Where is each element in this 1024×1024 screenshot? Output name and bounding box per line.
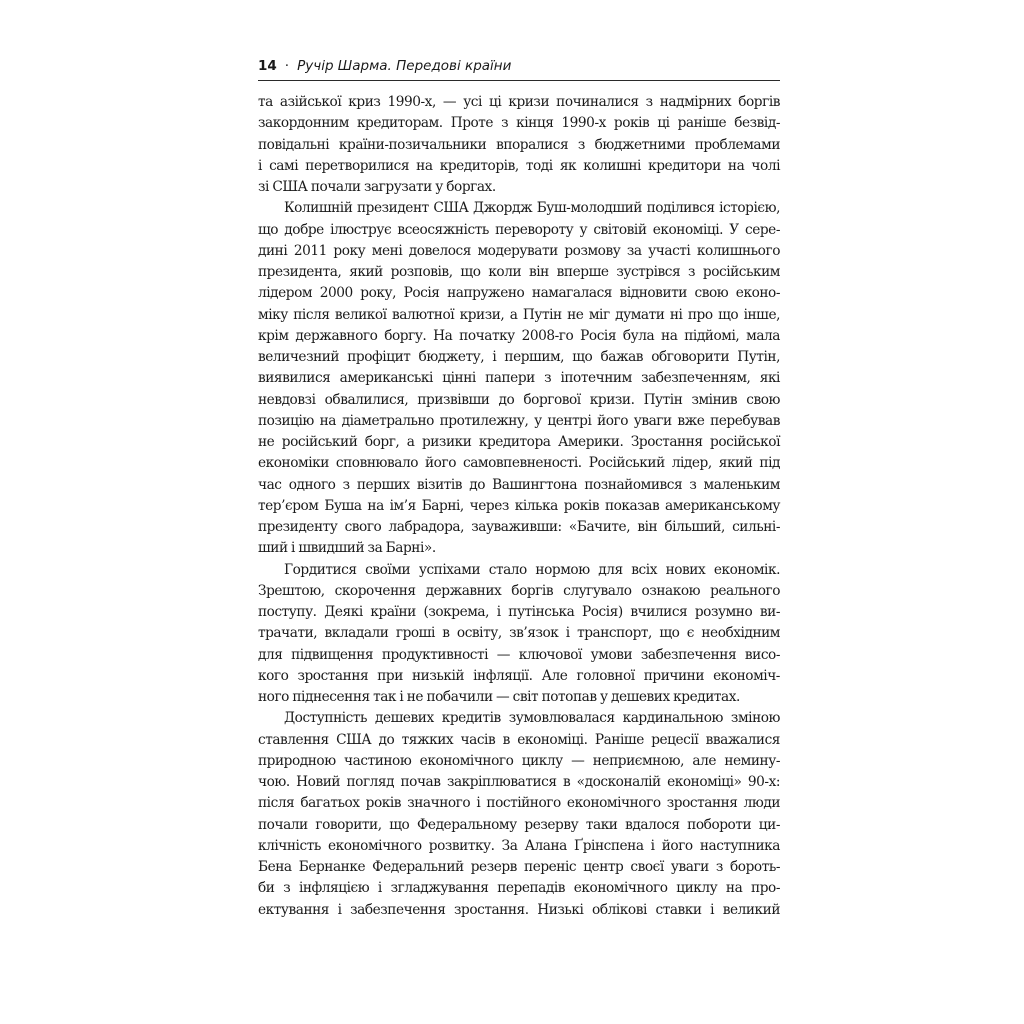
text-line: що добре ілюструє всеосяжність перевороту у світовій економіці. У сере-: [258, 221, 780, 238]
text-line: Бена Бернанке Федеральний резерв переніс центр своєї уваги з бороть-: [258, 859, 780, 875]
text-line: величезний профіцит бюджету, і першим, що бажав обговорити Путін,: [258, 349, 780, 365]
text-line: президента, який розповів, що коли він вперше зустрівся з російським: [258, 264, 780, 280]
text-line: виявилися американські цінні папери з іпотечним забезпеченням, які: [258, 370, 780, 387]
text-line: закордонним кредиторам. Проте з кінця 1990-х років ці раніше безвід-: [258, 115, 780, 132]
text-line: зі США почали загрузати у боргах.: [258, 179, 496, 195]
text-line: почали говорити, що Федеральному резерву таки вдалося побороти ци-: [258, 816, 780, 833]
text-line: Зрештою, скорочення державних боргів слугувало ознакою реального: [258, 582, 780, 599]
paragraph: [258, 708, 780, 921]
paragraph: [258, 92, 780, 198]
text-line: лідером 2000 року, Росія напружено намагалася відновити свою еконо-: [258, 285, 780, 302]
text-line: повідальні країни-позичальники впоралися з бюджетними проблемами: [258, 136, 780, 153]
text-line: Доступність дешевих кредитів зумовлювалася кардинальною зміною: [284, 710, 780, 727]
header-separator: ·: [284, 58, 290, 74]
text-line: крім державного боргу. На початку 2008-го Росія була на підйомі, мала: [258, 327, 780, 344]
text-line: тер’єром Буша на ім’я Барні, через кілька років показав американському: [258, 497, 780, 514]
book-title: Ручір Шарма. Передові країни: [297, 58, 512, 74]
text-line: ший і швидший за Барні».: [258, 540, 436, 557]
text-line: Колишній президент США Джордж Буш-молодший поділився історією,: [284, 200, 780, 217]
header-rule: [258, 80, 780, 81]
text-line: і самі перетворилися на кредиторів, тоді як колишні кредитори на чолі: [258, 157, 780, 174]
text-line: ектування і забезпечення зростання. Низькі облікові ставки і великий: [258, 901, 780, 918]
text-line: економіки сповнювало його самовпевненості. Російський лідер, який під: [258, 455, 780, 472]
text-line: час одного з перших візитів до Вашингтона познайомився з маленьким: [258, 476, 780, 493]
paragraph: [258, 560, 780, 709]
running-head: [258, 54, 780, 78]
text-line: би з інфляцією і згладжування перепадів економічного циклу на про-: [258, 880, 780, 897]
text-line: Гордитися своїми успіхами стало нормою для всіх нових економік.: [284, 561, 780, 578]
text-line: ставлення США до тяжких часів в економіці. Раніше рецесії вважалися: [258, 731, 780, 748]
text-line: трачати, вкладали гроші в освіту, зв’язок і транспорт, що є необхідним: [258, 625, 780, 642]
book-page: [258, 48, 780, 988]
text-line: міку після великої валютної кризи, а Путін не міг думати ні про що інше,: [258, 306, 780, 323]
text-line: природною частиною економічного циклу — неприємною, але немину-: [258, 752, 780, 769]
text-line: та азійської криз 1990-х, — усі ці кризи починалися з надмірних боргів: [258, 94, 780, 110]
text-line: чою. Новий погляд почав закріплюватися в «досконалій економіці» 90-х:: [258, 774, 780, 790]
text-line: поступу. Деякі країни (зокрема, і путінська Росія) вчилися розумно ви-: [258, 604, 780, 620]
page-number: 14: [258, 58, 277, 74]
text-line: позицію на діаметрально протилежну, у центрі його уваги вже перебував: [258, 412, 780, 429]
paragraph: [258, 198, 780, 559]
text-line: ного піднесення так і не побачили — світ потопав у дешевих кредитах.: [258, 689, 740, 705]
text-line: дині 2011 року мені довелося модерувати розмову за участі колишнього: [258, 242, 780, 259]
text-line: невдовзі обвалилися, призвівши до боргової кризи. Путін змінив свою: [258, 391, 780, 408]
text-line: кого зростання при низькій інфляції. Але головної причини економіч-: [258, 667, 780, 684]
text-line: для підвищення продуктивності — ключової умови забезпечення висо-: [258, 646, 780, 663]
text-line: клічність економічного розвитку. За Алана Ґрінспена і його наступника: [258, 837, 780, 854]
text-line: після багатьох років значного і постійного економічного зростання люди: [258, 795, 780, 812]
body-text: [258, 92, 780, 921]
text-line: не російський борг, а ризики кредитора Америки. Зростання російської: [258, 434, 780, 450]
text-line: президенту свого лабрадора, зауваживши: «Бачите, він більший, сильні-: [258, 519, 780, 535]
